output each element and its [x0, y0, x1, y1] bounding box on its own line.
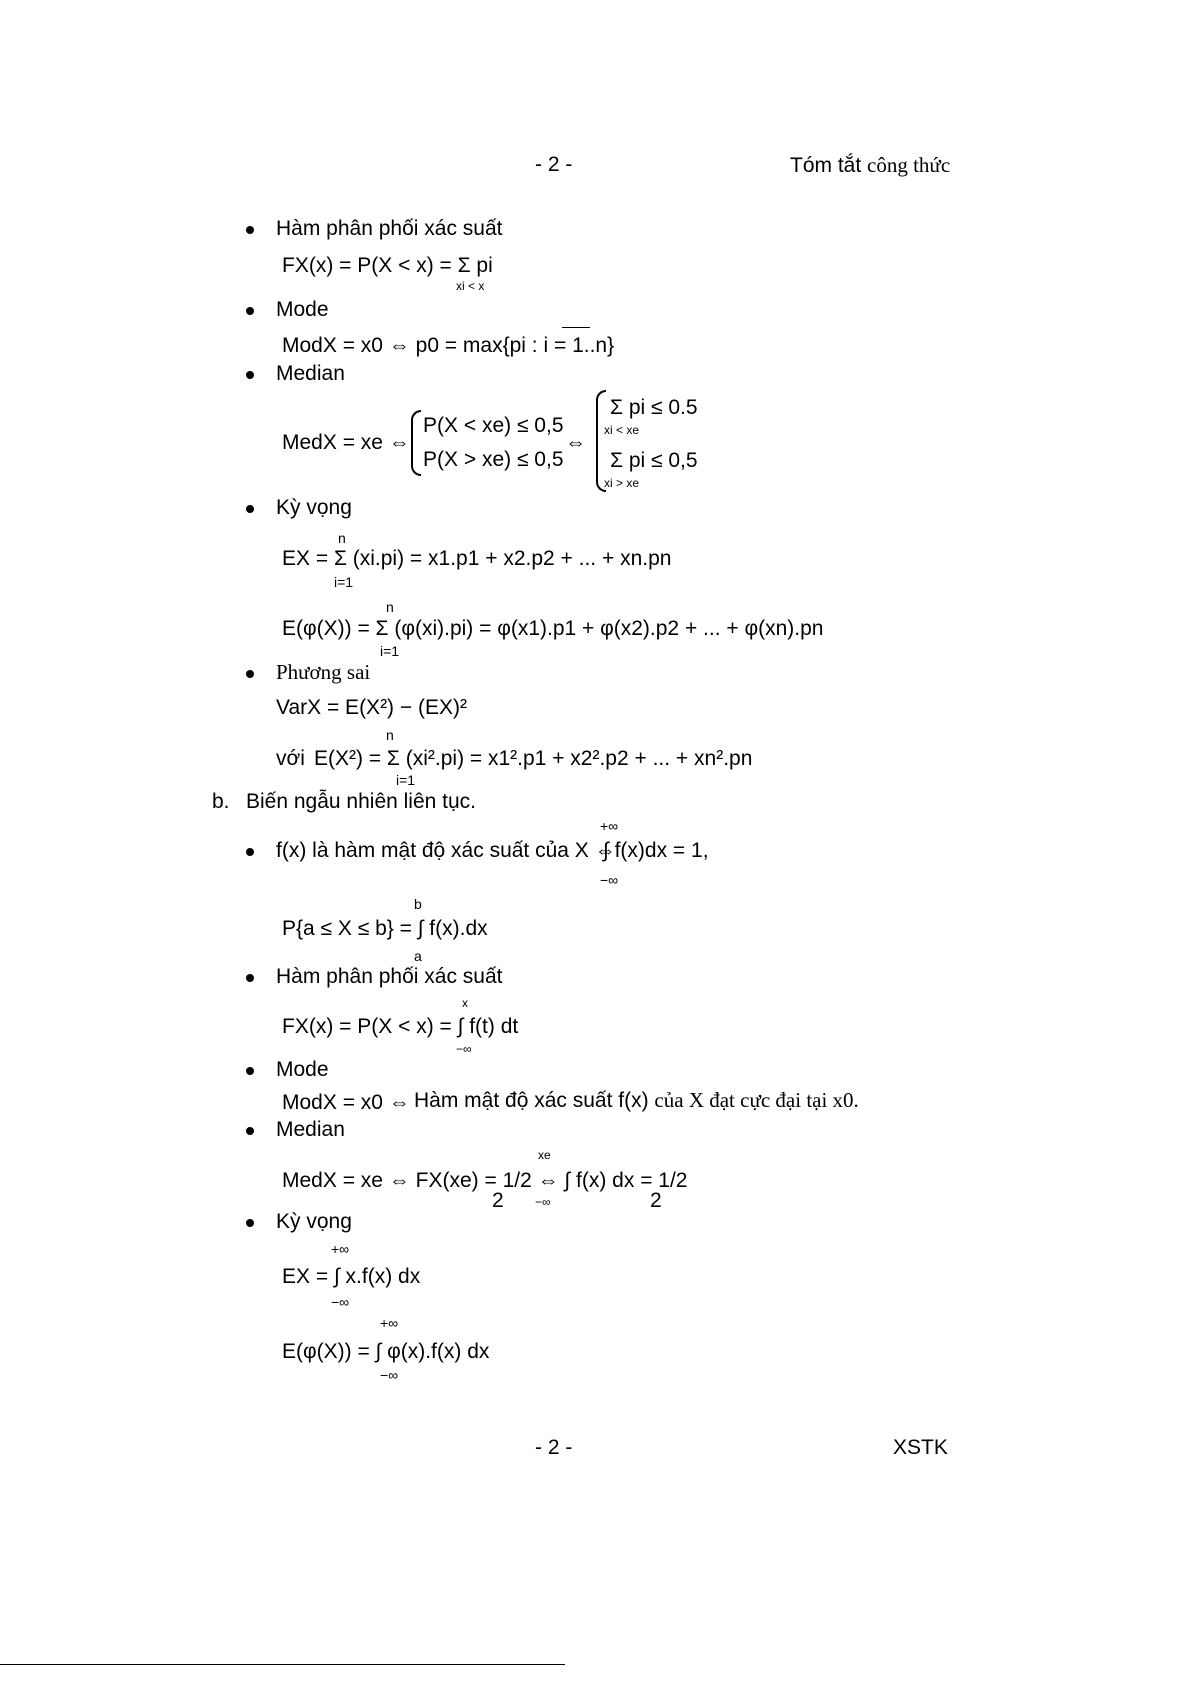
inf-bottom: −∞ — [331, 1294, 350, 1310]
continuous-ev-label: Kỳ vọng — [276, 1210, 352, 1233]
discrete-ephi-sum-bottom: i=1 — [380, 643, 400, 659]
continuous-mode-lhs: ModX = x0 ⇔ — [282, 1091, 410, 1114]
lim-xe: xe — [538, 1148, 551, 1162]
discrete-median-cond-2: P(X > xe) ≤ 0,5 — [423, 448, 564, 471]
bullet-icon — [246, 848, 254, 856]
bullet-icon — [246, 226, 254, 234]
inf-bottom: −∞ — [600, 872, 619, 888]
continuous-mode-text-sans: Hàm mật độ xác suất f(x) — [414, 1089, 649, 1112]
continuous-mode-label: Mode — [276, 1058, 329, 1081]
discrete-mode-label: Mode — [276, 298, 329, 321]
discrete-ev-label: Kỳ vọng — [276, 496, 352, 519]
inf-bottom: −∞ — [380, 1367, 399, 1383]
equiv-icon: ⇔ — [565, 431, 586, 454]
discrete-var-label: Phương sai — [276, 660, 371, 684]
bottom-rule — [0, 1664, 565, 1665]
bullet-icon — [246, 371, 254, 379]
continuous-cdf-formula: FX(x) = P(X < x) = ∫ f(t) dt — [282, 1015, 519, 1038]
discrete-ev-sum-bottom: i=1 — [334, 574, 354, 590]
discrete-mode-formula: ModX = x0 ⇔ p0 = max{pi : i = 1..n} — [282, 334, 615, 357]
header-title — [790, 153, 950, 178]
bullet-icon — [246, 974, 254, 982]
bullet-icon — [246, 307, 254, 315]
continuous-section-label: b. — [212, 790, 230, 813]
discrete-ex2-prefix: với — [276, 747, 305, 770]
lim-x: x — [462, 996, 468, 1010]
discrete-cdf-label: Hàm phân phối xác suất — [276, 217, 503, 240]
discrete-median-label: Median — [276, 362, 345, 385]
discrete-ex2-formula: E(X²) = Σ (xi².pi) = x1².p1 + x2².p2 + ... + xn².pn — [314, 747, 753, 770]
header-title-sans: Tóm tắt — [790, 154, 862, 177]
discrete-median-lhs: MedX = xe ⇔ — [282, 431, 410, 454]
continuous-ephi-formula: E(φ(X)) = ∫ φ(x).f(x) dx — [282, 1340, 490, 1363]
continuous-density-formula: ∫ f(x)dx = 1, — [603, 839, 709, 862]
continuous-density-text: f(x) là hàm mật độ xác suất của X ⇔ — [276, 839, 616, 862]
discrete-cdf-formula: FX(x) = P(X < x) = Σ pi — [282, 254, 493, 277]
discrete-median-right-1-index: xi < xe — [604, 423, 640, 437]
continuous-section-title: Biến ngẫu nhiên liên tục. — [246, 790, 477, 813]
lim-b: b — [414, 896, 422, 912]
bullet-icon — [246, 1219, 254, 1227]
inf-bottom: −∞ — [535, 1195, 551, 1209]
discrete-median-right-2-index: xi > xe — [604, 476, 640, 490]
half-den: 2 — [492, 1189, 504, 1212]
discrete-median-right-1: Σ pi ≤ 0.5 — [610, 396, 698, 419]
discrete-ephi-formula: E(φ(X)) = Σ (φ(xi).pi) = φ(x1).p1 + φ(x2).p2 + ... + φ(xn).pn — [282, 617, 824, 640]
continuous-mode-text-serif: của X đạt cực đại tại x0. — [654, 1088, 859, 1112]
inf-top: +∞ — [600, 818, 619, 834]
half-den: 2 — [650, 1189, 662, 1212]
continuous-ev-formula: EX = ∫ x.f(x) dx — [282, 1265, 421, 1288]
discrete-ev-formula: EX = Σ (xi.pi) = x1.p1 + x2.p2 + ... + xn.pn — [282, 547, 672, 570]
continuous-median-label: Median — [276, 1118, 345, 1141]
continuous-mode-text — [414, 1088, 859, 1113]
footer-page-number: - 2 - — [535, 1436, 573, 1459]
bullet-icon — [246, 505, 254, 513]
footer-label: XSTK — [893, 1436, 948, 1459]
discrete-ev-sum-top: n — [338, 530, 346, 546]
continuous-cdf-label: Hàm phân phối xác suất — [276, 965, 503, 988]
discrete-ephi-sum-top: n — [386, 599, 394, 615]
continuous-median-formula: MedX = xe ⇔ FX(xe) = 1/2 ⇔ ∫ f(x) dx = 1/2 — [282, 1169, 688, 1192]
inf-bottom: −∞ — [456, 1042, 472, 1056]
continuous-prob-formula: P{a ≤ X ≤ b} = ∫ f(x).dx — [282, 917, 488, 940]
discrete-ex2-sum-bottom: i=1 — [396, 772, 416, 788]
overline — [562, 327, 590, 328]
discrete-ex2-sum-top: n — [386, 727, 394, 743]
header-title-serif: công thức — [867, 153, 951, 177]
discrete-var-formula: VarX = E(X²) − (EX)² — [276, 696, 467, 719]
inf-top: +∞ — [331, 1241, 350, 1257]
lim-a: a — [414, 948, 422, 964]
bullet-icon — [246, 1067, 254, 1075]
inf-top: +∞ — [380, 1315, 399, 1331]
header-page-number: - 2 - — [535, 153, 573, 176]
bullet-icon — [246, 670, 254, 678]
discrete-median-right-2: Σ pi ≤ 0,5 — [610, 449, 698, 472]
discrete-median-cond-1: P(X < xe) ≤ 0,5 — [423, 414, 564, 437]
left-brace-icon — [411, 410, 421, 476]
bullet-icon — [246, 1127, 254, 1135]
discrete-cdf-sum-index: xi < x — [456, 279, 485, 293]
